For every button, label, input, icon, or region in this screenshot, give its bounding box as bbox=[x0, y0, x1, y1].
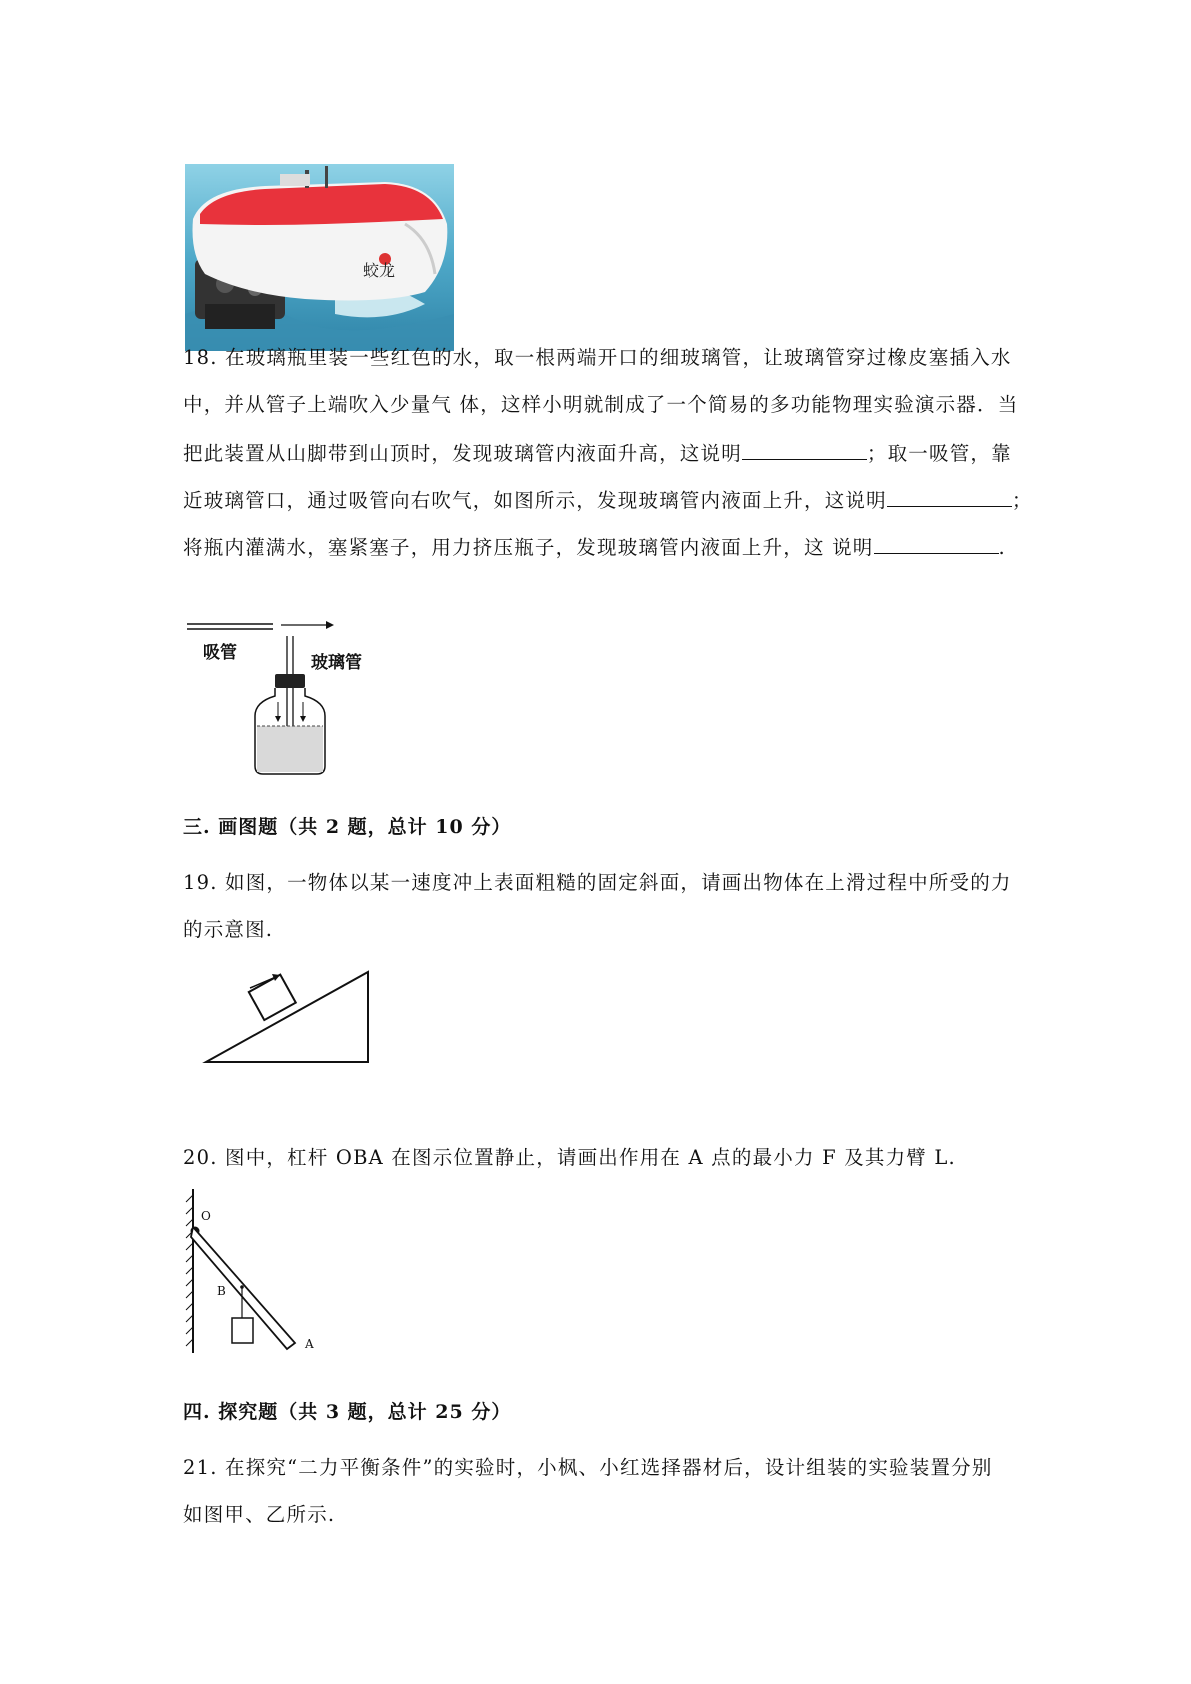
label-b: B bbox=[217, 1284, 226, 1298]
q20-line-1: 20. 图中，杠杆 OBA 在图示位置静止，请画出作用在 A 点的最小力 F 及其力臂 L. bbox=[183, 1146, 956, 1169]
incline-figure bbox=[200, 960, 380, 1070]
q18-line-2: 中，并从管子上端吹入少量气 体，这样小明就制成了一个简易的多功能物理实验演示器．当 bbox=[183, 393, 1019, 416]
q18-line-4 bbox=[183, 486, 1033, 514]
q18-line-5-tail: . bbox=[998, 536, 1006, 559]
straw-label: 吸管 bbox=[203, 643, 237, 663]
label-o: O bbox=[201, 1209, 211, 1223]
q18-line-3-text: 把此装置从山脚带到山顶时，发现玻璃管内液面升高，这说明 bbox=[183, 442, 742, 465]
q18-line-1: 18. 在玻璃瓶里装一些红色的水，取一根两端开口的细玻璃管，让玻璃管穿过橡皮塞插入水 bbox=[183, 346, 1012, 369]
lever-figure bbox=[183, 1185, 323, 1360]
q18-line-5-text: 将瓶内灌满水，塞紧塞子，用力挤压瓶子，发现玻璃管内液面上升，这 说明 bbox=[183, 536, 874, 559]
q19-line-1: 19. 如图，一物体以某一速度冲上表面粗糙的固定斜面，请画出物体在上滑过程中所受的力 bbox=[183, 871, 1012, 894]
q21-line-1: 21. 在探究“二力平衡条件”的实验时，小枫、小红选择器材后，设计组装的实验装置分别 bbox=[183, 1456, 993, 1479]
answer-blank-3[interactable] bbox=[874, 533, 999, 554]
submersible-photo bbox=[185, 164, 454, 351]
q18-line-4-text: 近玻璃管口，通过吸管向右吹气，如图所示，发现玻璃管内液面上升，这说明 bbox=[183, 489, 887, 512]
q18-line-3-tail: ；取一吸管，靠 bbox=[866, 442, 1012, 465]
q19-line-2: 的示意图. bbox=[183, 918, 274, 941]
q21-line-2: 如图甲、乙所示. bbox=[183, 1503, 336, 1526]
answer-blank-2[interactable] bbox=[887, 486, 1012, 507]
hull-text: 蛟龙 bbox=[363, 261, 396, 280]
q18-line-5 bbox=[183, 533, 1006, 561]
glass-tube-label: 玻璃管 bbox=[311, 653, 362, 673]
answer-blank-1[interactable] bbox=[742, 439, 867, 460]
section-3-heading: 三. 画图题（共 2 题，总计 10 分） bbox=[183, 816, 512, 838]
q18-line-4-tail: ； bbox=[1011, 489, 1033, 512]
q18-line-3 bbox=[183, 439, 1012, 467]
label-a: A bbox=[305, 1337, 314, 1351]
section-4-heading: 四. 探究题（共 3 题，总计 25 分） bbox=[183, 1401, 512, 1423]
bottle-straw-figure bbox=[183, 618, 383, 778]
